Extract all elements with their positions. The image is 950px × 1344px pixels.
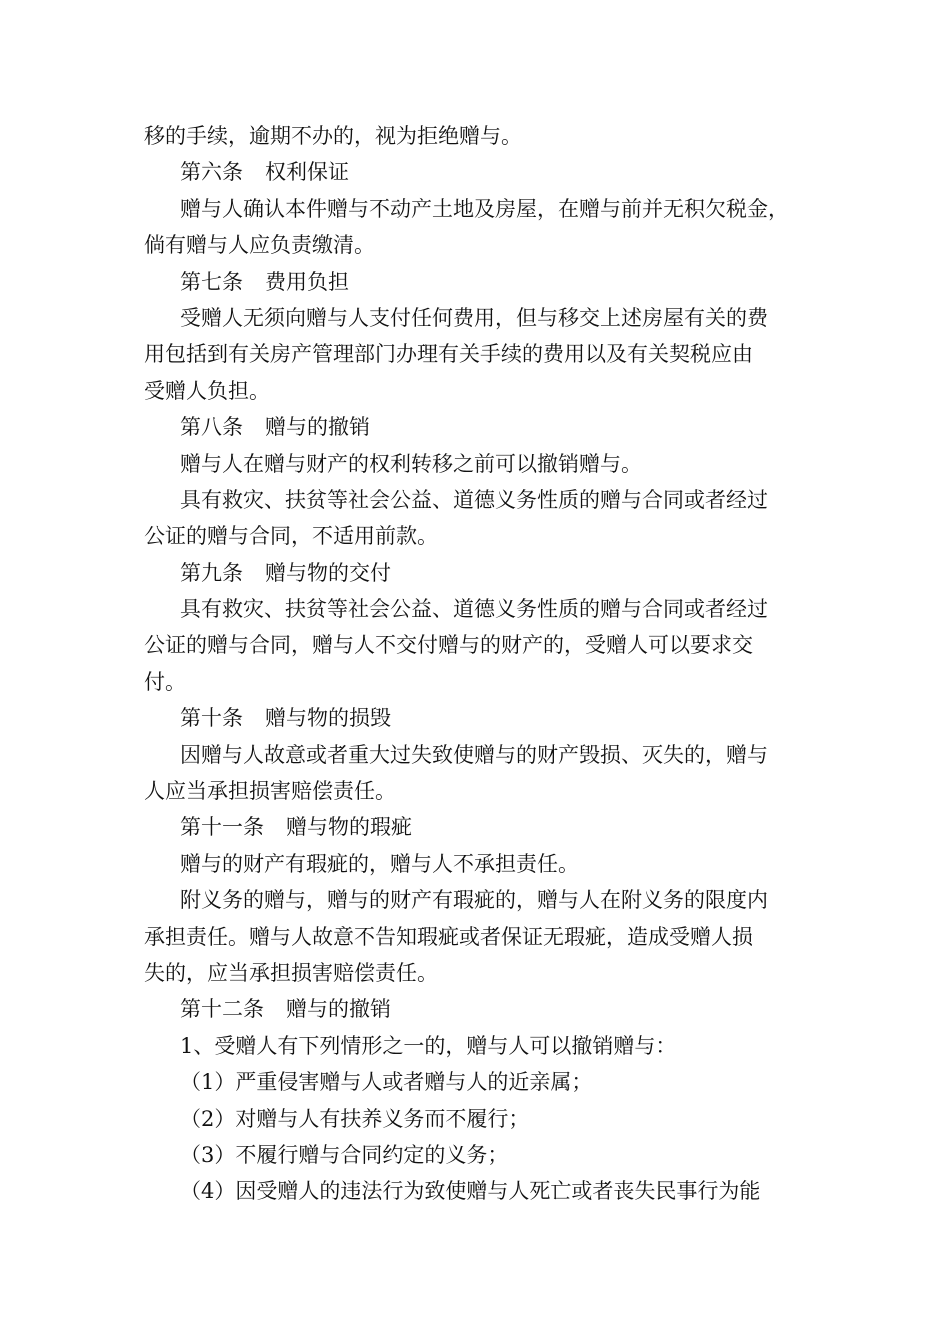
paragraph-line: 具有救灾、扶贫等社会公益、道德义务性质的赠与合同或者经过: [180, 597, 768, 622]
list-item: （4）因受赠人的违法行为致使赠与人死亡或者丧失民事行为能: [180, 1179, 761, 1204]
paragraph-line: 赠与的财产有瑕疵的，赠与人不承担责任。: [180, 851, 579, 876]
document-body: [144, 118, 824, 1210]
list-item: （2）对赠与人有扶养义务而不履行；: [180, 1106, 530, 1131]
paragraph-line: 具有救灾、扶贫等社会公益、道德义务性质的赠与合同或者经过: [180, 487, 768, 512]
paragraph-line: 公证的赠与合同，赠与人不交付赠与的财产的，受赠人可以要求交: [144, 633, 753, 658]
article-number: 第十二条: [180, 997, 264, 1022]
paragraph-line: 受赠人无须向赠与人支付任何费用，但与移交上述房屋有关的费: [180, 305, 768, 330]
article-title: 赠与物的损毁: [265, 706, 391, 731]
article-number: 第六条: [180, 160, 243, 185]
paragraph-line: 移的手续，逾期不办的，视为拒绝赠与。: [144, 124, 522, 148]
article-heading: [144, 264, 824, 300]
article-number: 第十条: [180, 706, 243, 731]
article-number: 第八条: [180, 415, 243, 440]
article-heading: [144, 154, 824, 190]
article-title: 赠与物的瑕疵: [286, 815, 412, 840]
list-item: （1）严重侵害赠与人或者赠与人的近亲属；: [180, 1070, 593, 1095]
list-item: （3）不履行赠与合同约定的义务；: [180, 1142, 509, 1167]
paragraph-line: 失的，应当承担损害赔偿责任。: [144, 960, 438, 985]
list-item: 1、受赠人有下列情形之一的，赠与人可以撤销赠与：: [180, 1033, 677, 1058]
paragraph-line: 受赠人负担。: [144, 378, 270, 403]
article-heading: [144, 991, 824, 1027]
article-title: 赠与的撤销: [265, 415, 370, 440]
paragraph-line: 承担责任。赠与人故意不告知瑕疵或者保证无瑕疵，造成受赠人损: [144, 924, 753, 949]
paragraph-line: 用包括到有关房产管理部门办理有关手续的费用以及有关契税应由: [144, 342, 753, 367]
article-heading: [144, 700, 824, 736]
article-heading: [144, 555, 824, 591]
paragraph-line: 附义务的赠与，赠与的财产有瑕疵的，赠与人在附义务的限度内: [180, 888, 768, 913]
paragraph-line: 付。: [144, 669, 186, 694]
paragraph-line: 人应当承担损害赔偿责任。: [144, 779, 396, 804]
article-number: 第十一条: [180, 815, 264, 840]
article-number: 第七条: [180, 269, 243, 294]
article-number: 第九条: [180, 560, 243, 585]
article-title: 赠与物的交付: [265, 560, 391, 585]
article-heading: [144, 409, 824, 445]
article-title: 赠与的撤销: [286, 997, 391, 1022]
article-title: 权利保证: [265, 160, 349, 185]
paragraph-line: 倘有赠与人应负责缴清。: [144, 233, 375, 258]
article-title: 费用负担: [265, 269, 349, 294]
paragraph-line: 公证的赠与合同，不适用前款。: [144, 524, 438, 549]
paragraph-line: 赠与人在赠与财产的权利转移之前可以撤销赠与。: [180, 451, 642, 476]
paragraph-line: 因赠与人故意或者重大过失致使赠与的财产毁损、灭失的，赠与: [180, 742, 768, 767]
article-heading: [144, 809, 824, 845]
paragraph-line: 赠与人确认本件赠与不动产土地及房屋，在赠与前并无积欠税金，: [180, 196, 789, 221]
